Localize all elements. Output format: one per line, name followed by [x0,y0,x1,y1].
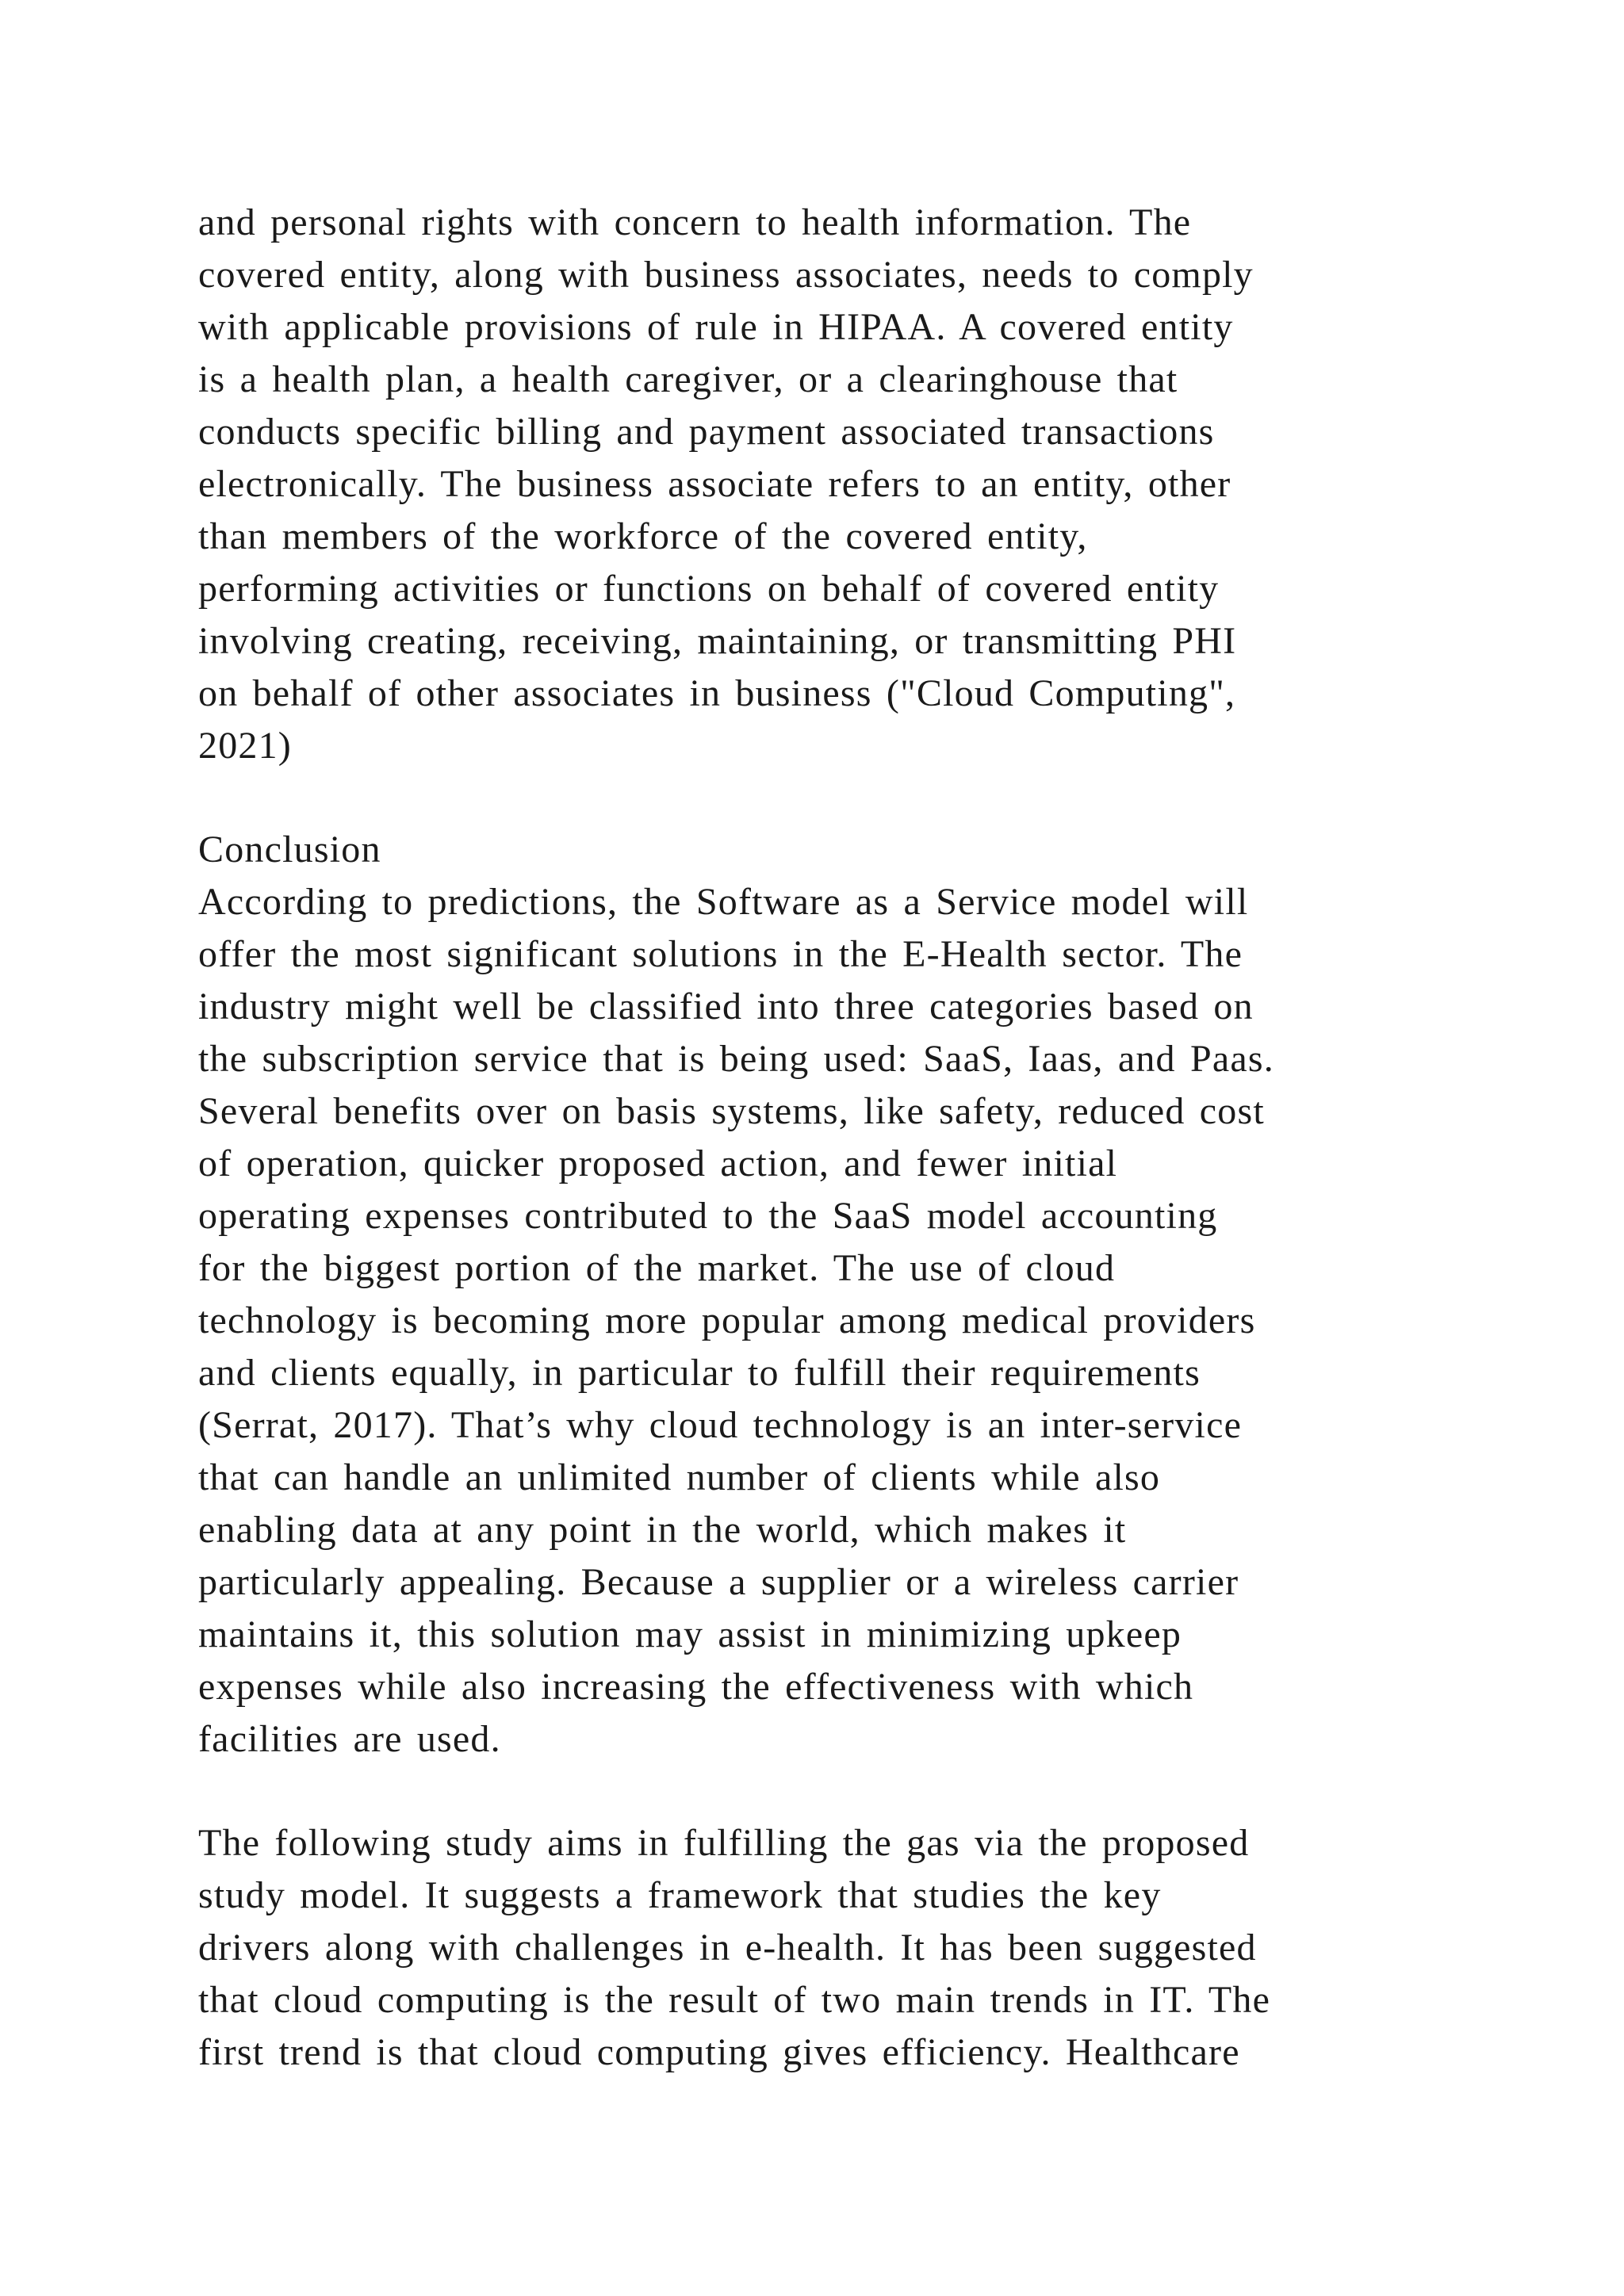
text-line: facilities are used. [198,1718,501,1760]
text-line: expenses while also increasing the effectiveness with which [198,1666,1194,1708]
text-line: covered entity, along with business associates, needs to comply [198,254,1254,296]
text-line: is a health plan, a health caregiver, or a clearinghouse that [198,358,1178,400]
text-line: than members of the workforce of the covered entity, [198,515,1088,557]
text-line: Several benefits over on basis systems, like safety, reduced cost [198,1090,1265,1132]
section-heading-conclusion [198,824,1467,876]
paragraph-conclusion [198,876,1467,1766]
text-line: and personal rights with concern to health information. The [198,201,1192,243]
text-line: that cloud computing is the result of two main trends in IT. The [198,1979,1271,2021]
text-line: for the biggest portion of the market. The use of cloud [198,1247,1116,1289]
text-line: operating expenses contributed to the SaaS model accounting [198,1195,1218,1237]
text-line: and clients equally, in particular to fulfill their requirements [198,1352,1201,1394]
text-line: of operation, quicker proposed action, and fewer initial [198,1142,1118,1184]
text-line: the subscription service that is being used: SaaS, Iaas, and Paas. [198,1038,1274,1080]
text-line: offer the most significant solutions in the E-Health sector. The [198,933,1243,975]
text-line: maintains it, this solution may assist in minimizing upkeep [198,1613,1182,1655]
text-line: (Serrat, 2017). That’s why cloud technology is an inter-service [198,1404,1243,1446]
text-line: drivers along with challenges in e-health. It has been suggested [198,1927,1257,1969]
text-line: electronically. The business associate refers to an entity, other [198,463,1231,505]
text-line: that can handle an unlimited number of clients while also [198,1456,1161,1498]
paragraph-hipaa [198,197,1467,772]
text-line: particularly appealing. Because a supplier or a wireless carrier [198,1561,1239,1603]
text-line: 2021) [198,725,292,767]
paragraph-study [198,1817,1467,2079]
text-line: on behalf of other associates in business ("Cloud Computing", [198,672,1236,714]
text-line: involving creating, receiving, maintaining, or transmitting PHI [198,620,1237,662]
text-line: enabling data at any point in the world, which makes it [198,1509,1127,1551]
text-line: According to predictions, the Software as a Service model will [198,881,1249,923]
text-line: conducts specific billing and payment associated transactions [198,411,1215,453]
text-line: The following study aims in fulfilling the gas via the proposed [198,1822,1250,1864]
text-line: technology is becoming more popular among medical providers [198,1299,1256,1341]
text-line: study model. It suggests a framework that studies the key [198,1874,1162,1916]
text-line: with applicable provisions of rule in HIPAA. A covered entity [198,306,1234,348]
heading-text: Conclusion [198,828,381,871]
text-line: industry might well be classified into three categories based on [198,985,1254,1027]
text-line: first trend is that cloud computing gives efficiency. Healthcare [198,2031,1240,2073]
text-line: performing activities or functions on behalf of covered entity [198,568,1220,610]
